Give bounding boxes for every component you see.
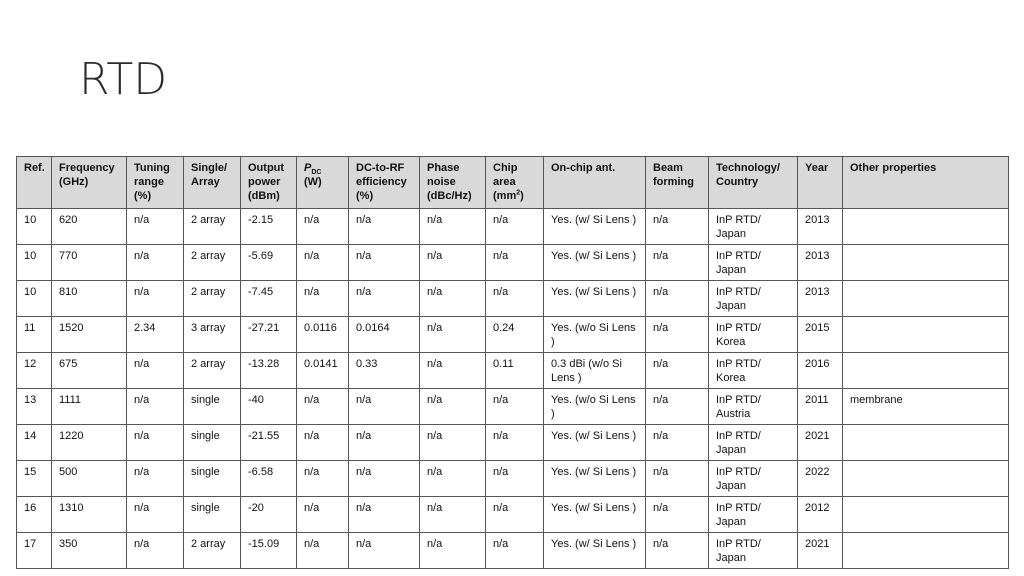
cell-technology-country: InP RTD/ Korea [709, 317, 798, 353]
cell-other-properties [843, 317, 1009, 353]
cell-output-power: -5.69 [241, 245, 297, 281]
cell-beam-forming: n/a [646, 353, 709, 389]
cell-frequency: 1220 [52, 425, 127, 461]
cell-output-power: -2.15 [241, 209, 297, 245]
cell-tuning-range: n/a [127, 353, 184, 389]
cell-ref: 10 [17, 209, 52, 245]
cell-ref: 11 [17, 317, 52, 353]
cell-beam-forming: n/a [646, 497, 709, 533]
cell-chip-area: n/a [486, 245, 544, 281]
cell-technology-country: InP RTD/ Japan [709, 209, 798, 245]
cell-single-array: single [184, 389, 241, 425]
header-pdc [297, 157, 349, 209]
cell-chip-area: 0.11 [486, 353, 544, 389]
cell-chip-area: n/a [486, 425, 544, 461]
cell-output-power: -20 [241, 497, 297, 533]
cell-tuning-range: n/a [127, 461, 184, 497]
cell-output-power: -13.28 [241, 353, 297, 389]
cell-ref: 15 [17, 461, 52, 497]
cell-phase-noise: n/a [420, 281, 486, 317]
cell-chip-area: n/a [486, 209, 544, 245]
cell-year: 2015 [798, 317, 843, 353]
cell-pdc: n/a [297, 281, 349, 317]
cell-year: 2011 [798, 389, 843, 425]
header-chip-area-superscript: 2 [516, 189, 521, 197]
header-efficiency: DC-to-RF efficiency (%) [349, 157, 420, 209]
table-row [17, 425, 1009, 461]
cell-other-properties [843, 245, 1009, 281]
cell-phase-noise: n/a [420, 425, 486, 461]
header-pdc-unit: (W) [304, 176, 322, 188]
cell-efficiency: 0.33 [349, 353, 420, 389]
table-row [17, 245, 1009, 281]
cell-phase-noise: n/a [420, 389, 486, 425]
cell-on-chip-antenna: Yes. (w/ Si Lens ) [544, 209, 646, 245]
header-chip-area-close: ) [520, 190, 524, 202]
cell-output-power: -7.45 [241, 281, 297, 317]
cell-efficiency: n/a [349, 461, 420, 497]
header-year: Year [798, 157, 843, 209]
cell-chip-area: 0.24 [486, 317, 544, 353]
cell-on-chip-antenna: Yes. (w/o Si Lens ) [544, 317, 646, 353]
cell-output-power: -27.21 [241, 317, 297, 353]
cell-efficiency: 0.0164 [349, 317, 420, 353]
cell-tuning-range: n/a [127, 245, 184, 281]
cell-frequency: 350 [52, 533, 127, 569]
cell-output-power: -15.09 [241, 533, 297, 569]
cell-other-properties [843, 281, 1009, 317]
cell-on-chip-antenna: Yes. (w/ Si Lens ) [544, 533, 646, 569]
table-row [17, 317, 1009, 353]
cell-on-chip-antenna: Yes. (w/o Si Lens ) [544, 389, 646, 425]
cell-efficiency: n/a [349, 245, 420, 281]
cell-phase-noise: n/a [420, 533, 486, 569]
header-on-chip-antenna: On-chip ant. [544, 157, 646, 209]
slide-title: RTD [79, 54, 168, 105]
cell-other-properties [843, 461, 1009, 497]
cell-chip-area: n/a [486, 389, 544, 425]
header-single-array: Single/ Array [184, 157, 241, 209]
cell-technology-country: InP RTD/ Japan [709, 281, 798, 317]
cell-year: 2022 [798, 461, 843, 497]
cell-pdc: n/a [297, 389, 349, 425]
cell-frequency: 810 [52, 281, 127, 317]
table-row [17, 281, 1009, 317]
cell-chip-area: n/a [486, 461, 544, 497]
cell-chip-area: n/a [486, 533, 544, 569]
header-phase-noise: Phase noise (dBc/Hz) [420, 157, 486, 209]
cell-efficiency: n/a [349, 209, 420, 245]
cell-ref: 10 [17, 245, 52, 281]
cell-year: 2016 [798, 353, 843, 389]
cell-ref: 17 [17, 533, 52, 569]
cell-year: 2013 [798, 209, 843, 245]
table-row [17, 353, 1009, 389]
cell-year: 2013 [798, 281, 843, 317]
cell-chip-area: n/a [486, 281, 544, 317]
header-ref: Ref. [17, 157, 52, 209]
header-row [17, 157, 1009, 209]
cell-frequency: 770 [52, 245, 127, 281]
cell-on-chip-antenna: Yes. (w/ Si Lens ) [544, 245, 646, 281]
cell-pdc: 0.0141 [297, 353, 349, 389]
header-pdc-symbol: P [304, 162, 312, 174]
table-row [17, 497, 1009, 533]
cell-year: 2021 [798, 533, 843, 569]
cell-beam-forming: n/a [646, 317, 709, 353]
cell-frequency: 1310 [52, 497, 127, 533]
cell-on-chip-antenna: Yes. (w/ Si Lens ) [544, 461, 646, 497]
cell-phase-noise: n/a [420, 497, 486, 533]
cell-single-array: 2 array [184, 533, 241, 569]
cell-pdc: n/a [297, 533, 349, 569]
cell-year: 2013 [798, 245, 843, 281]
header-output-power: Output power (dBm) [241, 157, 297, 209]
table-body [17, 209, 1009, 569]
cell-technology-country: InP RTD/ Japan [709, 461, 798, 497]
cell-efficiency: n/a [349, 389, 420, 425]
cell-tuning-range: 2.34 [127, 317, 184, 353]
cell-beam-forming: n/a [646, 209, 709, 245]
cell-beam-forming: n/a [646, 389, 709, 425]
cell-on-chip-antenna: Yes. (w/ Si Lens ) [544, 497, 646, 533]
header-technology-country: Technology/ Country [709, 157, 798, 209]
cell-other-properties [843, 209, 1009, 245]
cell-other-properties: membrane [843, 389, 1009, 425]
header-other-properties: Other properties [843, 157, 1009, 209]
cell-beam-forming: n/a [646, 533, 709, 569]
cell-technology-country: InP RTD/ Japan [709, 533, 798, 569]
cell-chip-area: n/a [486, 497, 544, 533]
cell-ref: 10 [17, 281, 52, 317]
cell-frequency: 620 [52, 209, 127, 245]
cell-year: 2012 [798, 497, 843, 533]
cell-on-chip-antenna: 0.3 dBi (w/o Si Lens ) [544, 353, 646, 389]
cell-frequency: 1520 [52, 317, 127, 353]
cell-technology-country: InP RTD/ Austria [709, 389, 798, 425]
rtd-comparison-table [16, 156, 1009, 569]
cell-pdc: 0.0116 [297, 317, 349, 353]
cell-pdc: n/a [297, 245, 349, 281]
cell-technology-country: InP RTD/ Japan [709, 245, 798, 281]
cell-tuning-range: n/a [127, 497, 184, 533]
cell-technology-country: InP RTD/ Japan [709, 497, 798, 533]
cell-efficiency: n/a [349, 425, 420, 461]
cell-output-power: -6.58 [241, 461, 297, 497]
cell-on-chip-antenna: Yes. (w/ Si Lens ) [544, 425, 646, 461]
cell-phase-noise: n/a [420, 353, 486, 389]
cell-single-array: single [184, 425, 241, 461]
cell-ref: 12 [17, 353, 52, 389]
cell-pdc: n/a [297, 425, 349, 461]
cell-frequency: 500 [52, 461, 127, 497]
cell-beam-forming: n/a [646, 425, 709, 461]
cell-tuning-range: n/a [127, 281, 184, 317]
cell-single-array: single [184, 497, 241, 533]
cell-efficiency: n/a [349, 533, 420, 569]
cell-other-properties [843, 425, 1009, 461]
cell-frequency: 1111 [52, 389, 127, 425]
cell-output-power: -40 [241, 389, 297, 425]
cell-technology-country: InP RTD/ Korea [709, 353, 798, 389]
cell-efficiency: n/a [349, 281, 420, 317]
cell-beam-forming: n/a [646, 245, 709, 281]
cell-year: 2021 [798, 425, 843, 461]
header-pdc-subscript: DC [311, 169, 322, 177]
cell-single-array: 2 array [184, 245, 241, 281]
cell-tuning-range: n/a [127, 389, 184, 425]
cell-phase-noise: n/a [420, 317, 486, 353]
cell-other-properties [843, 533, 1009, 569]
cell-single-array: 3 array [184, 317, 241, 353]
cell-ref: 14 [17, 425, 52, 461]
cell-other-properties [843, 353, 1009, 389]
cell-single-array: 2 array [184, 281, 241, 317]
cell-tuning-range: n/a [127, 209, 184, 245]
cell-beam-forming: n/a [646, 461, 709, 497]
cell-tuning-range: n/a [127, 425, 184, 461]
cell-ref: 13 [17, 389, 52, 425]
cell-tuning-range: n/a [127, 533, 184, 569]
table-row [17, 389, 1009, 425]
cell-technology-country: InP RTD/ Japan [709, 425, 798, 461]
table-row [17, 461, 1009, 497]
cell-single-array: 2 array [184, 353, 241, 389]
header-chip-area [486, 157, 544, 209]
cell-phase-noise: n/a [420, 209, 486, 245]
header-chip-area-text: Chip area (mm [493, 162, 518, 202]
header-frequency: Frequency (GHz) [52, 157, 127, 209]
cell-single-array: 2 array [184, 209, 241, 245]
cell-pdc: n/a [297, 461, 349, 497]
cell-other-properties [843, 497, 1009, 533]
header-tuning-range: Tuning range (%) [127, 157, 184, 209]
cell-on-chip-antenna: Yes. (w/ Si Lens ) [544, 281, 646, 317]
rtd-comparison-table-container [16, 156, 1008, 569]
cell-efficiency: n/a [349, 497, 420, 533]
table-row [17, 533, 1009, 569]
table-row [17, 209, 1009, 245]
cell-single-array: single [184, 461, 241, 497]
cell-frequency: 675 [52, 353, 127, 389]
cell-phase-noise: n/a [420, 245, 486, 281]
table-header [17, 157, 1009, 209]
cell-ref: 16 [17, 497, 52, 533]
cell-output-power: -21.55 [241, 425, 297, 461]
header-beam-forming: Beam forming [646, 157, 709, 209]
cell-phase-noise: n/a [420, 461, 486, 497]
cell-pdc: n/a [297, 497, 349, 533]
cell-beam-forming: n/a [646, 281, 709, 317]
cell-pdc: n/a [297, 209, 349, 245]
